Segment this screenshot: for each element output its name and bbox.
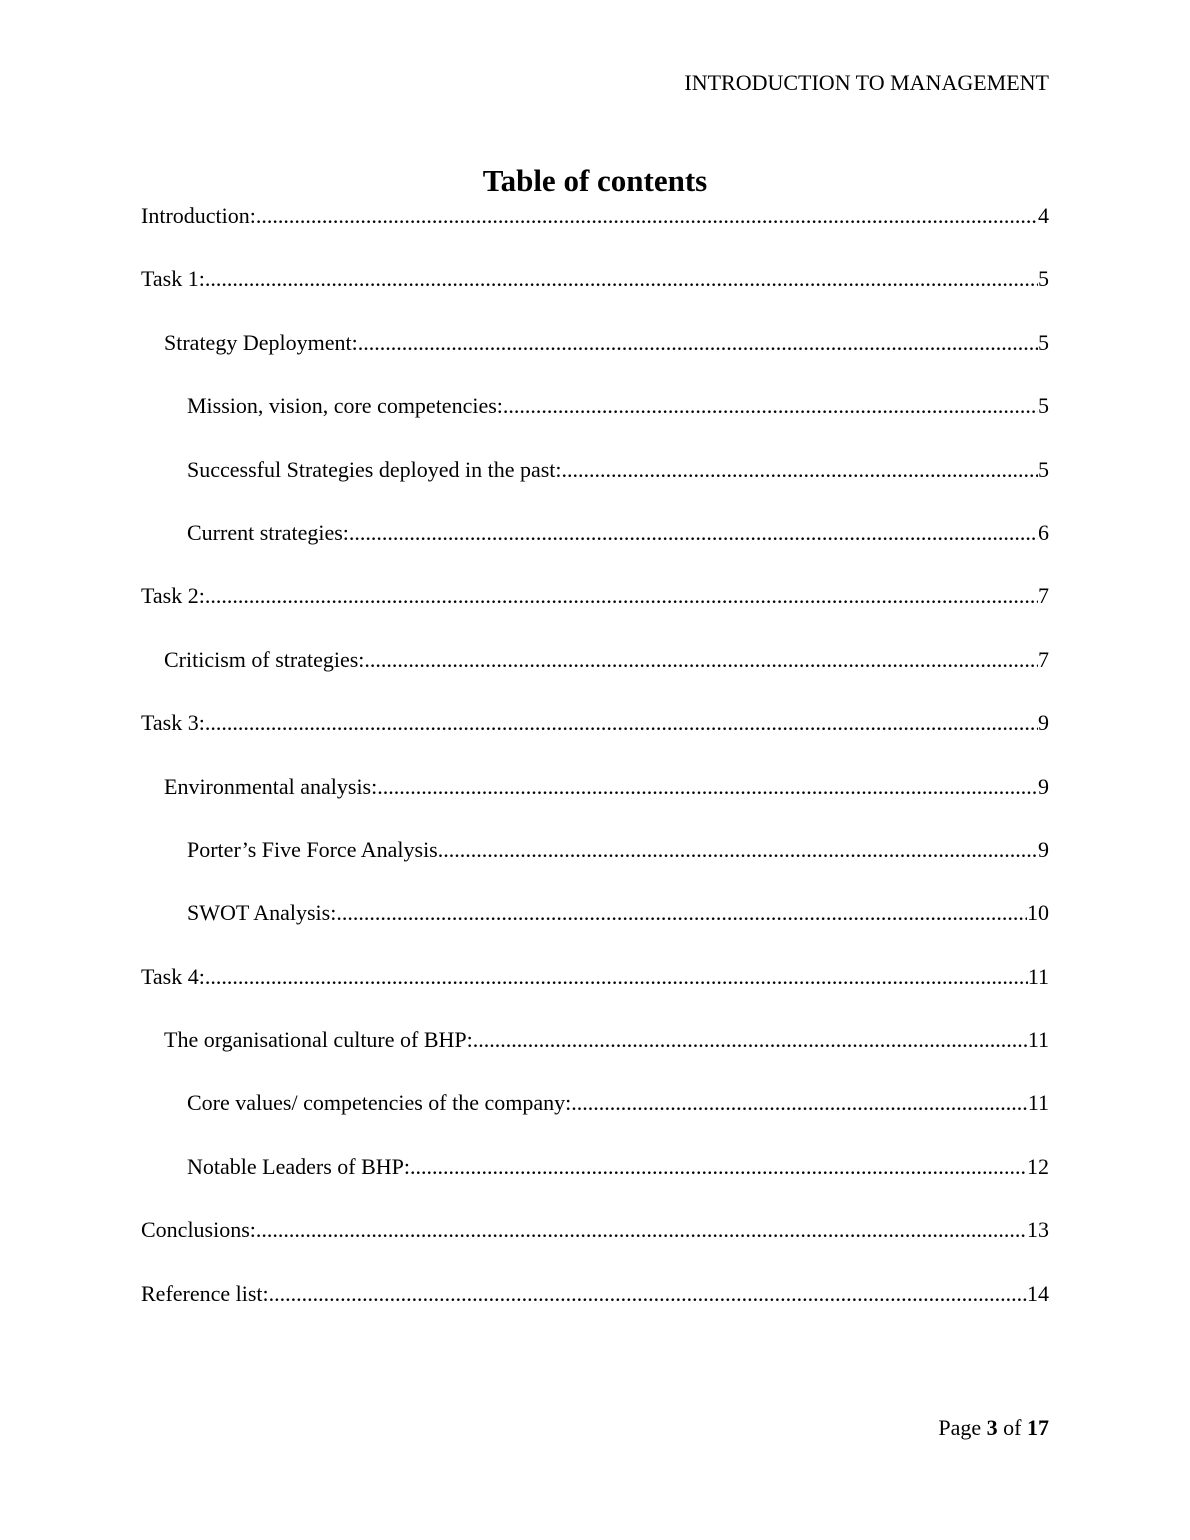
toc-entry[interactable] xyxy=(141,262,1049,325)
toc-entry-label: Core values/ competencies of the company: xyxy=(187,1090,572,1116)
toc-dot-leader xyxy=(473,1023,1028,1057)
toc-entry-page-number: 13 xyxy=(1027,1217,1049,1243)
toc-entry[interactable] xyxy=(141,326,1049,389)
toc-dot-leader xyxy=(364,643,1038,677)
footer-total-pages: 17 xyxy=(1027,1415,1049,1440)
toc-entry-label: Mission, vision, core competencies: xyxy=(187,393,503,419)
toc-entry-page-number: 4 xyxy=(1038,203,1049,228)
toc-entry-label: Criticism of strategies: xyxy=(164,646,365,672)
toc-entry-page-number: 14 xyxy=(1027,1280,1049,1306)
toc-entry-page-number: 11 xyxy=(1027,963,1049,989)
toc-entry[interactable] xyxy=(141,1213,1049,1276)
toc-entry-page-number: 5 xyxy=(1038,456,1049,482)
footer-of-word: of xyxy=(1003,1415,1022,1440)
page-title: Table of contents xyxy=(482,163,708,198)
toc-entry-label: SWOT Analysis: xyxy=(187,900,337,926)
toc-entry-label: Reference list: xyxy=(141,1280,269,1306)
toc-entry[interactable] xyxy=(141,1150,1049,1213)
toc-dot-leader xyxy=(256,1213,1027,1247)
toc-entry[interactable] xyxy=(141,1023,1049,1086)
toc-dot-leader xyxy=(571,1086,1028,1120)
toc-dot-leader xyxy=(269,1277,1027,1311)
toc-entry-page-number: 11 xyxy=(1027,1027,1049,1053)
toc-entry-label: Current strategies: xyxy=(187,519,349,545)
toc-entry[interactable] xyxy=(141,960,1049,1023)
toc-entry[interactable] xyxy=(141,833,1049,896)
toc-entry-label: Conclusions: xyxy=(141,1217,256,1243)
toc-entry-page-number: 5 xyxy=(1038,329,1049,355)
toc-entry[interactable] xyxy=(141,389,1049,452)
toc-entry[interactable] xyxy=(141,453,1049,516)
toc-dot-leader xyxy=(336,896,1027,930)
toc-dot-leader xyxy=(377,770,1038,804)
toc-dot-leader xyxy=(205,262,1038,296)
toc-dot-leader xyxy=(205,579,1038,613)
toc-entry-page-number: 7 xyxy=(1038,583,1049,609)
toc-entry-page-number: 7 xyxy=(1038,646,1049,672)
toc-entry-page-number: 12 xyxy=(1027,1153,1049,1179)
toc-entry-label: Introduction: xyxy=(141,203,256,228)
toc-entry[interactable] xyxy=(141,1277,1049,1340)
toc-dot-leader xyxy=(205,960,1028,994)
toc-entry-page-number: 11 xyxy=(1027,1090,1049,1116)
footer-current-page: 3 xyxy=(986,1415,998,1440)
toc-dot-leader xyxy=(410,1150,1027,1184)
toc-dot-leader xyxy=(349,516,1038,550)
toc-entry-label: Successful Strategies deployed in the past: xyxy=(187,456,562,482)
toc-entry[interactable] xyxy=(141,1086,1049,1149)
toc-entry[interactable] xyxy=(141,643,1049,706)
toc-entry-label: Task 4: xyxy=(141,963,205,989)
toc-entry-page-number: 6 xyxy=(1038,519,1049,545)
toc-entry-label: Notable Leaders of BHP: xyxy=(187,1153,410,1179)
toc-dot-leader xyxy=(503,389,1038,423)
toc-entry-label: The organisational culture of BHP: xyxy=(164,1027,473,1053)
table-of-contents xyxy=(141,199,1049,1340)
toc-entry-page-number: 10 xyxy=(1027,900,1049,926)
toc-entry-page-number: 9 xyxy=(1038,836,1049,862)
toc-entry[interactable] xyxy=(141,516,1049,579)
toc-entry-label: Task 1: xyxy=(141,266,205,292)
toc-entry[interactable] xyxy=(141,896,1049,959)
toc-entry-page-number: 5 xyxy=(1038,266,1049,292)
toc-entry[interactable] xyxy=(141,579,1049,642)
toc-entry-label: Task 2: xyxy=(141,583,205,609)
toc-entry[interactable] xyxy=(141,770,1049,833)
toc-entry-label: Porter’s Five Force Analysis xyxy=(187,836,438,862)
toc-entry-page-number: 5 xyxy=(1038,393,1049,419)
toc-dot-leader xyxy=(358,326,1038,360)
toc-dot-leader xyxy=(205,706,1038,740)
toc-entry-page-number: 9 xyxy=(1038,710,1049,736)
toc-entry-label: Environmental analysis: xyxy=(164,773,378,799)
toc-entry[interactable] xyxy=(141,199,1049,262)
toc-dot-leader xyxy=(438,833,1038,867)
toc-entry[interactable] xyxy=(141,706,1049,769)
toc-entry-label: Task 3: xyxy=(141,710,205,736)
toc-entry-label: Strategy Deployment: xyxy=(164,329,358,355)
toc-entry-page-number: 9 xyxy=(1038,773,1049,799)
footer-page-word: Page xyxy=(938,1415,982,1440)
toc-dot-leader xyxy=(256,199,1038,233)
page-footer xyxy=(938,1415,1049,1441)
running-header: INTRODUCTION TO MANAGEMENT xyxy=(684,70,1049,95)
toc-dot-leader xyxy=(562,453,1038,487)
